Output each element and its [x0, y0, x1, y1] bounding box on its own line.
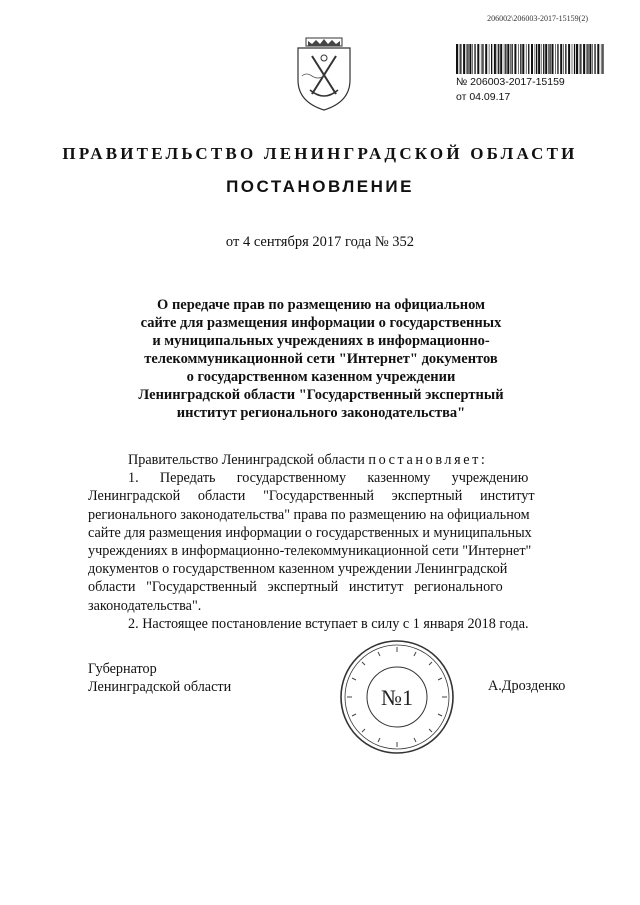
item-1-line: 1. Передать государственному казенному учреждению: [128, 470, 529, 487]
item-1-line: законодательства".: [88, 597, 202, 614]
title-line: О передаче прав по размещению на официальном: [157, 297, 485, 313]
title-line: институт регионального законодательства": [176, 405, 466, 421]
document-type: ПОСТАНОВЛЕНИЕ: [226, 177, 414, 196]
document-body: [88, 451, 584, 633]
item-2: 2. Настоящее постановление вступает в силу с 1 января 2018 года.: [128, 615, 529, 632]
stamp-number: №1: [381, 685, 413, 710]
official-stamp: [338, 638, 456, 756]
item-1-line: сайте для размещения информации о государственных и муниципальных: [88, 524, 532, 541]
registration-number: № 206003-2017-15159: [456, 76, 565, 88]
organization-name: ПРАВИТЕЛЬСТВО ЛЕНИНГРАДСКОЙ ОБЛАСТИ: [62, 144, 578, 163]
registration-date: от 04.09.17: [456, 91, 511, 103]
signatory-position-line: Ленинградской области: [88, 679, 232, 696]
item-1-line: регионального законодательства" права по размещению на официальном: [88, 506, 530, 523]
title-line: Ленинградской области "Государственный экспертный: [138, 387, 504, 403]
document-date: от 4 сентября 2017 года № 352: [225, 234, 415, 250]
signatory-position: [88, 660, 231, 696]
resolution-intro: [88, 451, 584, 469]
title-line: о государственном казенном учреждении: [186, 369, 456, 385]
signatory-position-line: Губернатор: [88, 661, 157, 677]
coat-of-arms-emblem: [292, 36, 356, 112]
title-line: и муниципальных учреждениях в информационно-: [152, 333, 490, 349]
item-1-line: Ленинградской области "Государственный экспертный институт: [88, 488, 535, 505]
reference-code: 206002\206003-2017-15159(2): [487, 14, 588, 23]
signatory-name: А.Дрозденко: [488, 678, 566, 694]
intro-subject: Правительство Ленинградской области: [128, 452, 365, 468]
barcode: [456, 44, 606, 74]
intro-verb: постановляет:: [368, 452, 488, 468]
item-1-line: учреждениях в информационно-телекоммуникационной сети "Интернет": [88, 543, 532, 560]
anchor-emblem-icon: [292, 36, 356, 112]
title-line: сайте для размещения информации о государственных: [140, 315, 502, 331]
item-1-line: документов о государственном казенном учреждении Ленинградской: [88, 561, 508, 578]
title-line: телекоммуникационной сети "Интернет" документов: [144, 351, 498, 367]
registration-block: [456, 44, 606, 104]
round-seal-icon: [338, 638, 456, 756]
document-title: [120, 296, 522, 422]
item-1-line: области "Государственный экспертный институт регионального: [88, 579, 503, 596]
